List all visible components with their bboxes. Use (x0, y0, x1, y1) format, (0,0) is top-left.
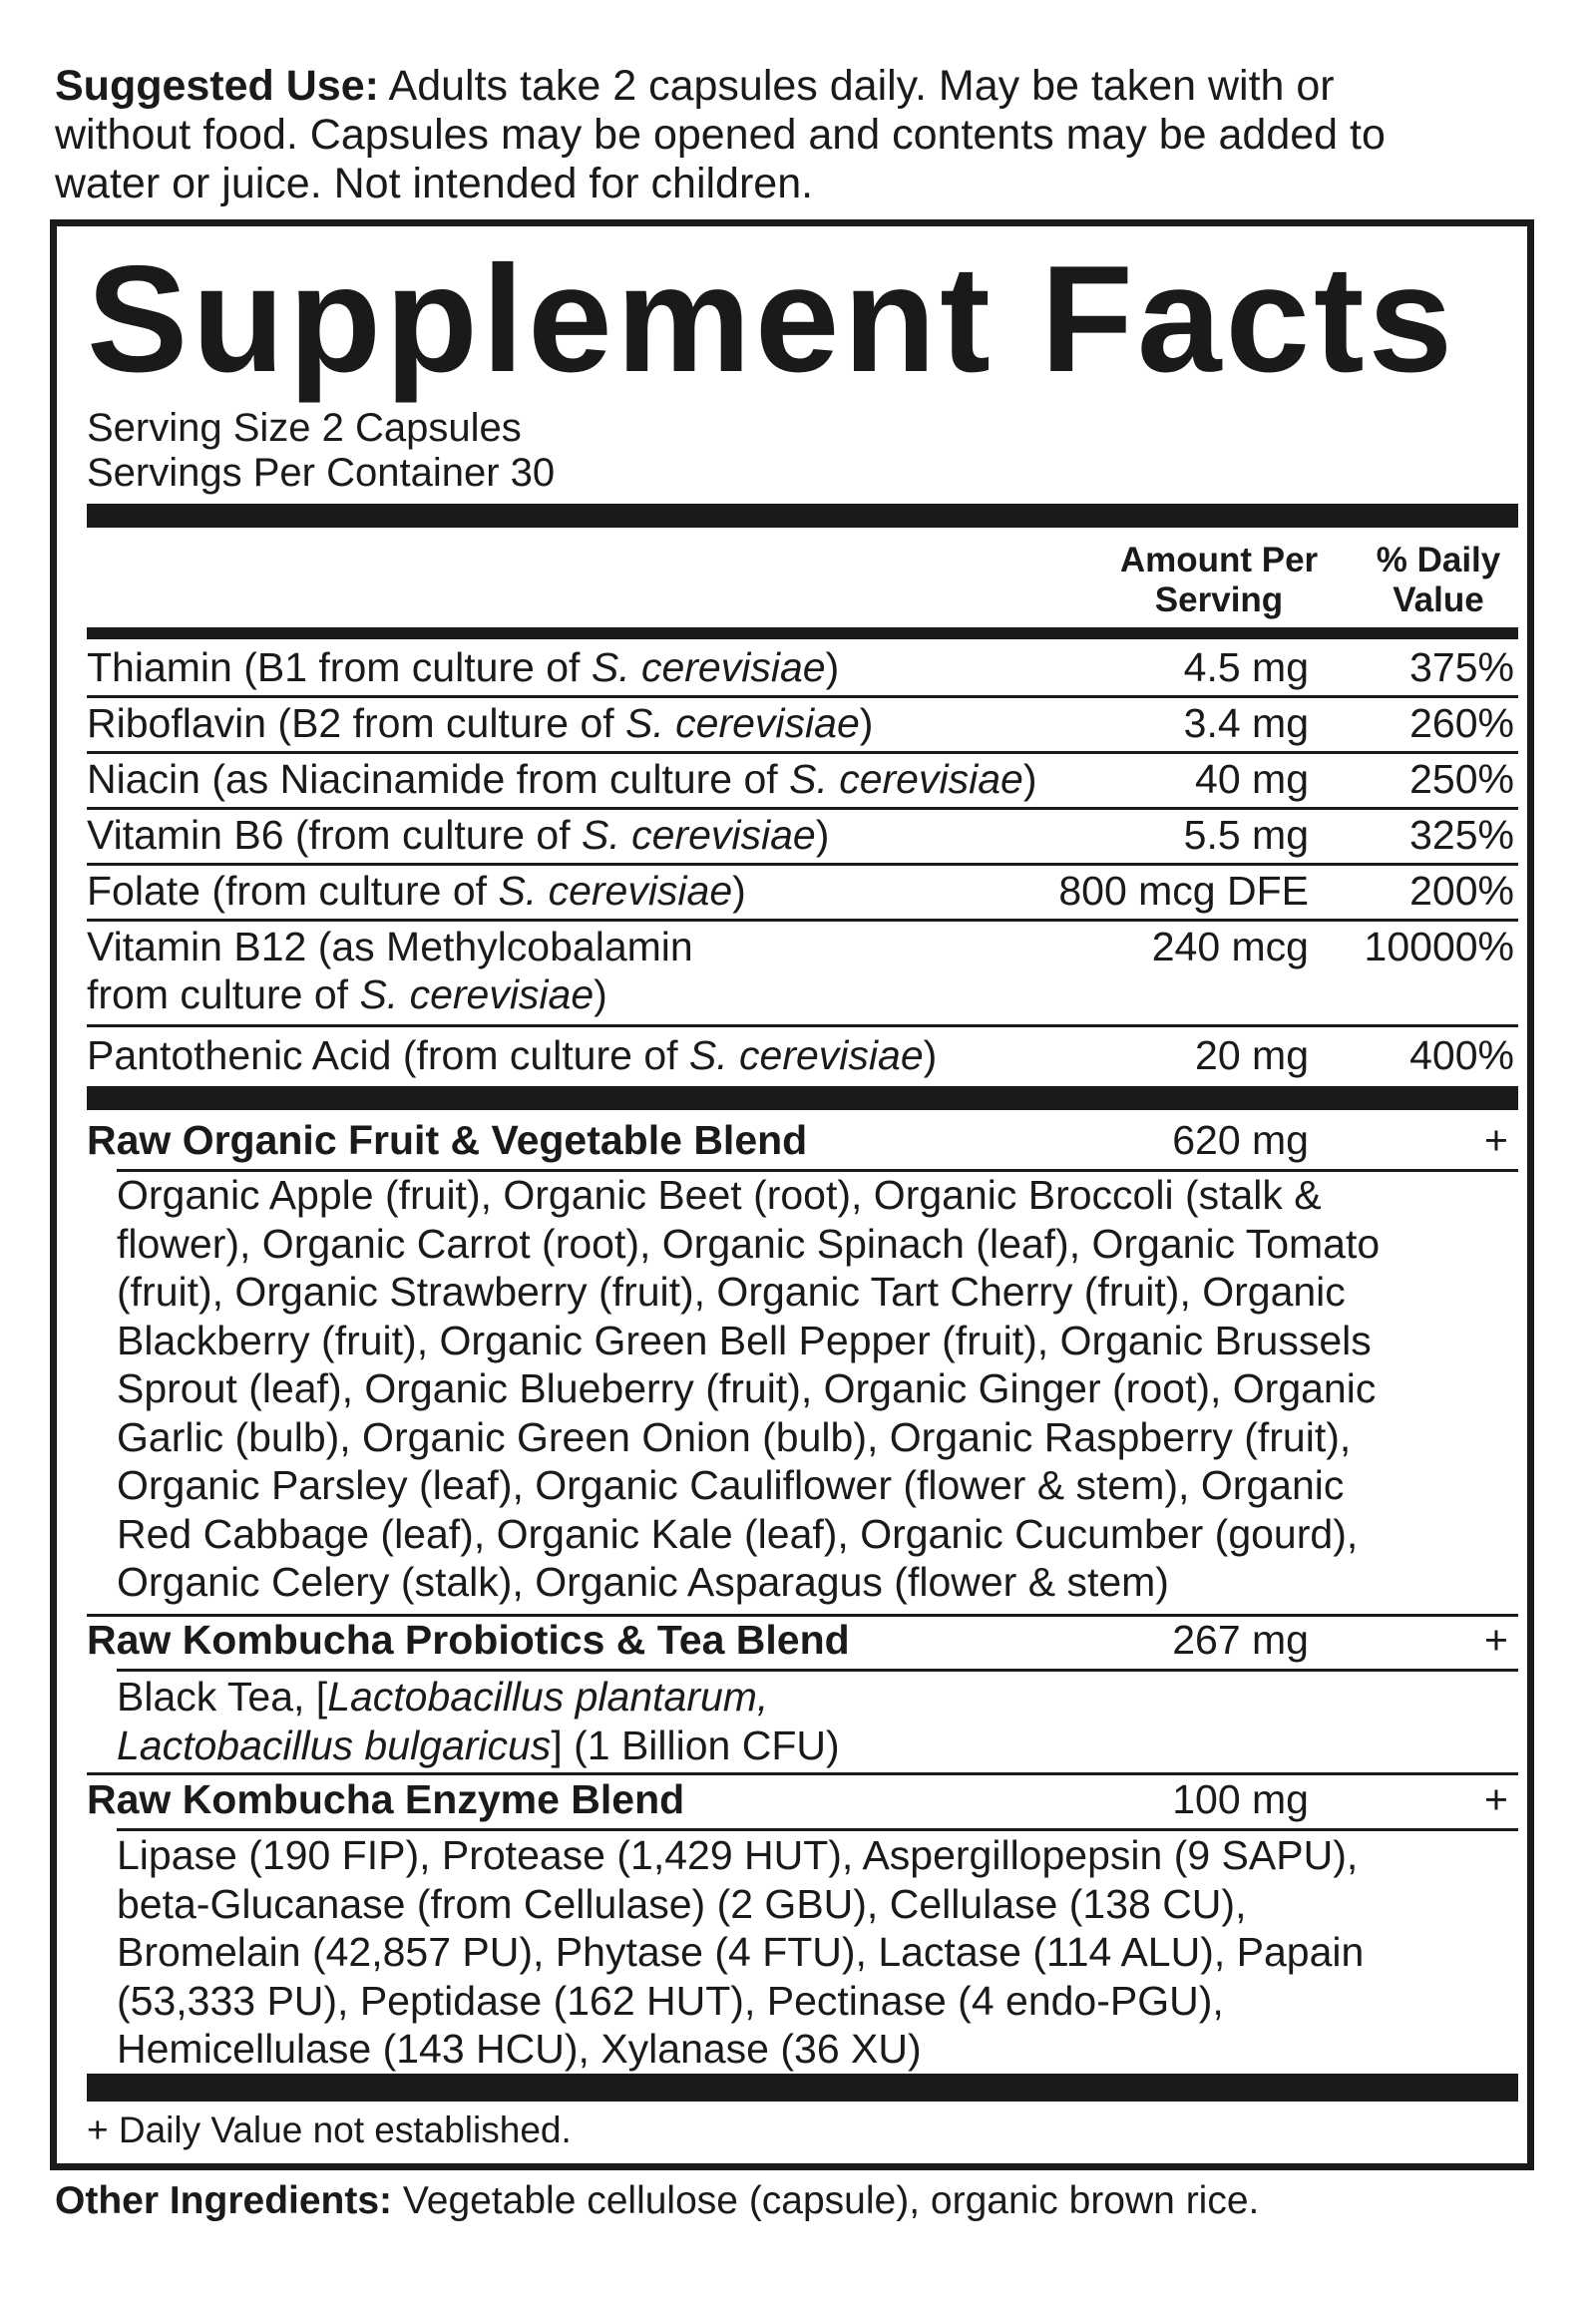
ingredient-line: Red Cabbage (leaf), Organic Kale (leaf), Organic Cucumber (gourd), (117, 1510, 1359, 1557)
nutrient-row-vitamin-b6 (87, 807, 1518, 863)
header-daily-value (1359, 541, 1518, 620)
nutrient-row-niacin (87, 751, 1518, 807)
nutrient-row-pantothenic-acid (87, 1027, 1518, 1083)
nutrient-daily-value: 200% (1409, 868, 1514, 914)
nutrient-amount: 800 mcg DFE (1058, 868, 1309, 914)
ingredient-line: Black Tea, [Lactobacillus plantarum, (117, 1674, 769, 1720)
blend-row-kombucha-enzyme (87, 1775, 1518, 1827)
supplement-facts-panel (50, 219, 1534, 2170)
ingredient-line: Organic Celery (stalk), Organic Asparagus (flower & stem) (117, 1559, 1169, 1605)
thick-divider (87, 2074, 1518, 2102)
blend-ingredients-kombucha-enzyme (117, 1831, 1513, 2074)
row-divider (117, 1669, 1518, 1672)
nutrient-amount: 240 mcg (1151, 924, 1309, 969)
nutrient-daily-value: 10000% (1364, 924, 1514, 969)
header-amount-line: Serving (1154, 580, 1284, 619)
ingredient-line: (53,333 PU), Peptidase (162 HUT), Pectinase (4 endo-PGU), (117, 1977, 1224, 2024)
nutrient-amount: 3.4 mg (1183, 700, 1309, 746)
header-dv-line: % Daily (1376, 541, 1501, 579)
header-dv-line: Value (1393, 580, 1484, 619)
ingredient-line: Lactobacillus bulgaricus] (1 Billion CFU) (117, 1722, 840, 1768)
nutrient-name: Thiamin (B1 from culture of S. cerevisiae) (87, 644, 840, 690)
blend-ingredients-fruit-vegetable (117, 1171, 1513, 1607)
ingredient-line: Hemicellulase (143 HCU), Xylanase (36 XU) (117, 2026, 922, 2072)
ingredient-line: Organic Apple (fruit), Organic Beet (root), Organic Broccoli (stalk & (117, 1172, 1322, 1218)
panel-title: Supplement Facts (87, 234, 1457, 404)
suggested-use-line: water or juice. Not intended for children. (55, 160, 814, 207)
blend-daily-value: + (1484, 1776, 1508, 1822)
medium-divider (87, 627, 1518, 639)
servings-per-container: Servings Per Container 30 (87, 451, 556, 495)
thick-divider (87, 1086, 1518, 1110)
nutrient-daily-value: 375% (1409, 644, 1514, 690)
header-amount-line: Amount Per (1119, 541, 1319, 579)
nutrient-amount: 20 mg (1195, 1032, 1309, 1078)
ingredient-line: Garlic (bulb), Organic Green Onion (bulb), Organic Raspberry (fruit), (117, 1413, 1352, 1460)
other-ingredients-text: Vegetable cellulose (capsule), organic brown rice. (402, 2179, 1260, 2222)
thick-divider (87, 504, 1518, 528)
blend-name: Raw Kombucha Probiotics & Tea Blend (87, 1617, 850, 1663)
footnote: + Daily Value not established. (87, 2109, 572, 2150)
nutrient-name: Vitamin B12 (as Methylcobalamin from culture of S. cerevisiae) (87, 924, 693, 1017)
blend-row-fruit-vegetable (87, 1116, 1518, 1168)
serving-size: Serving Size 2 Capsules (87, 406, 522, 450)
ingredient-line: Organic Parsley (leaf), Organic Cauliflower (flower & stem), Organic (117, 1462, 1345, 1508)
nutrient-amount: 40 mg (1195, 756, 1309, 802)
nutrient-row-folate (87, 863, 1518, 919)
serving-info (87, 406, 555, 496)
nutrient-name: Riboflavin (B2 from culture of S. cerevisiae) (87, 700, 874, 746)
blend-ingredients-kombucha-probiotics (117, 1673, 1513, 1769)
blend-name: Raw Organic Fruit & Vegetable Blend (87, 1117, 808, 1163)
nutrient-name: Folate (from culture of S. cerevisiae) (87, 868, 746, 914)
blend-row-kombucha-probiotics (87, 1616, 1518, 1668)
blend-amount: 267 mg (1172, 1617, 1309, 1663)
ingredient-line: flower), Organic Carrot (root), Organic Spinach (leaf), Organic Tomato (117, 1220, 1381, 1267)
other-ingredients (55, 2178, 1551, 2224)
nutrient-daily-value: 260% (1409, 700, 1514, 746)
nutrient-name: Vitamin B6 (from culture of S. cerevisiae) (87, 812, 830, 858)
ingredient-line: Blackberry (fruit), Organic Green Bell Pepper (fruit), Organic Brussels (117, 1317, 1372, 1363)
nutrient-row-thiamin (87, 639, 1518, 695)
nutrient-daily-value: 400% (1409, 1032, 1514, 1078)
suggested-use (55, 62, 1551, 208)
nutrient-row-vitamin-b12 (87, 919, 1518, 1024)
blend-amount: 620 mg (1172, 1117, 1309, 1163)
suggested-use-line: without food. Capsules may be opened and contents may be added to (55, 111, 1386, 159)
nutrient-name: Niacin (as Niacinamide from culture of S. cerevisiae) (87, 756, 1037, 802)
ingredient-line: (fruit), Organic Strawberry (fruit), Organic Tart Cherry (fruit), Organic (117, 1269, 1346, 1315)
ingredient-line: beta-Glucanase (from Cellulase) (2 GBU), Cellulase (138 CU), (117, 1880, 1247, 1927)
suggested-use-label: Suggested Use: (55, 62, 379, 110)
blend-name: Raw Kombucha Enzyme Blend (87, 1776, 685, 1822)
other-ingredients-label: Other Ingredients: (55, 2179, 393, 2222)
nutrient-name: Pantothenic Acid (from culture of S. cerevisiae) (87, 1032, 938, 1078)
ingredient-line: Sprout (leaf), Organic Blueberry (fruit), Organic Ginger (root), Organic (117, 1365, 1377, 1411)
ingredient-line: Lipase (190 FIP), Protease (1,429 HUT), Aspergillopepsin (9 SAPU), (117, 1832, 1359, 1878)
header-amount-per-serving (1104, 541, 1334, 620)
blend-daily-value: + (1484, 1117, 1508, 1163)
nutrient-daily-value: 250% (1409, 756, 1514, 802)
suggested-use-line: Adults take 2 capsules daily. May be taken with or (388, 62, 1335, 110)
nutrient-daily-value: 325% (1409, 812, 1514, 858)
blend-daily-value: + (1484, 1617, 1508, 1663)
nutrient-amount: 5.5 mg (1183, 812, 1309, 858)
blend-amount: 100 mg (1172, 1776, 1309, 1822)
ingredient-line: Bromelain (42,857 PU), Phytase (4 FTU), Lactase (114 ALU), Papain (117, 1929, 1365, 1975)
nutrient-amount: 4.5 mg (1183, 644, 1309, 690)
nutrient-row-riboflavin (87, 695, 1518, 751)
